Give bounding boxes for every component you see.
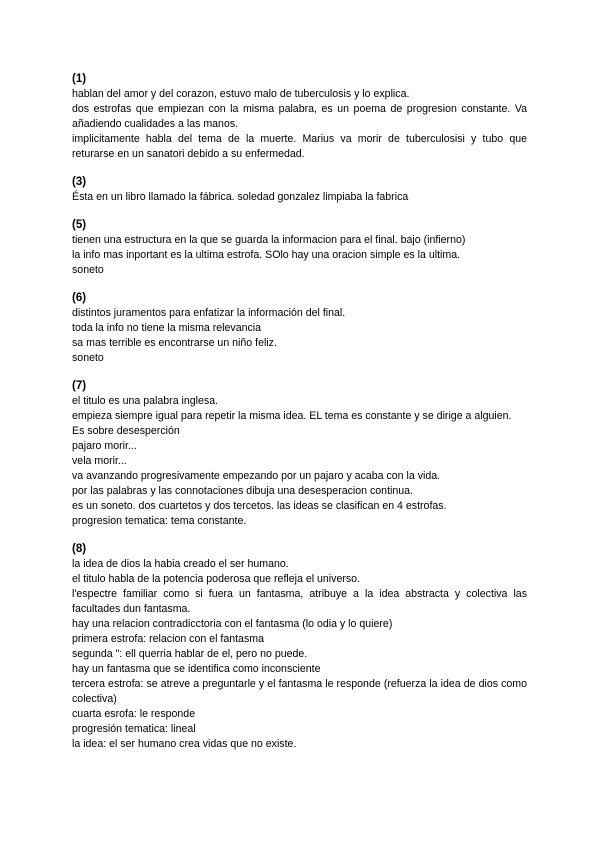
note-line: implicitamente habla del tema de la muerte. Marius va morir de tuberculosisi y tubo que returarse en un sanatori debido a su enfermedad. xyxy=(72,133,527,160)
note-line: es un soneto. dos cuartetos y dos tercetos. las ideas se clasifican en 4 estrofas. xyxy=(72,500,447,512)
note-line: la idea de dios la habia creado el ser humano. xyxy=(72,558,289,570)
note-line: cuarta esrofa: le responde xyxy=(72,708,196,720)
note-section xyxy=(72,72,527,162)
note-line: segunda ": ell querria hablar de el, pero no puede. xyxy=(72,648,308,660)
note-line: soneto xyxy=(72,352,104,364)
note-line: el titulo habla de la potencia poderosa que refleja el universo. xyxy=(72,573,360,585)
note-section xyxy=(72,218,527,278)
note-line: el titulo es una palabra inglesa. xyxy=(72,395,219,407)
note-line: distintos juramentos para enfatizar la información del final. xyxy=(72,307,346,319)
note-line: Ésta en un libro llamado la fábrica. soledad gonzalez limpiaba la fabrica xyxy=(72,191,409,203)
note-line: la info mas inportant es la ultima estrofa. SOlo hay una oracion simple es la ultima. xyxy=(72,249,461,261)
section-heading: (8) xyxy=(72,543,87,555)
note-line: dos estrofas que empiezan con la misma palabra, es un poema de progresion constante. Va añadiendo cualidades a las manos. xyxy=(72,103,527,130)
note-section xyxy=(72,542,527,752)
note-line: hay una relacion contradicctoria con el fantasma (lo odia y lo quiere) xyxy=(72,618,393,630)
note-section xyxy=(72,379,527,529)
note-section xyxy=(72,291,527,366)
section-heading: (5) xyxy=(72,219,87,231)
note-line: vela morir... xyxy=(72,455,127,467)
note-line: l'espectre familiar como si fuera un fantasma, atribuye a la idea abstracta y colectiva las facultades dun fantasma. xyxy=(72,588,527,615)
note-line: empieza siempre igual para repetir la misma idea. EL tema es constante y se dirige a alguien. xyxy=(72,410,512,422)
note-line: por las palabras y las connotaciones dibuja una desesperacion continua. xyxy=(72,485,413,497)
section-heading: (3) xyxy=(72,176,87,188)
note-line: progresion tematica: tema constante. xyxy=(72,515,247,527)
note-line: hay un fantasma que se identifica como inconsciente xyxy=(72,663,321,675)
section-heading: (7) xyxy=(72,380,87,392)
note-line: toda la info no tiene la misma relevancia xyxy=(72,322,262,334)
note-line: va avanzando progresivamente empezando por un pajaro y acaba con la vida. xyxy=(72,470,441,482)
note-line: tienen una estructura en la que se guarda la informacion para el final. bajo (infierno) xyxy=(72,234,466,246)
section-heading: (1) xyxy=(72,73,87,85)
note-line: Es sobre desesperción xyxy=(72,425,180,437)
note-line: hablan del amor y del corazon, estuvo malo de tuberculosis y lo explica. xyxy=(72,88,410,100)
note-line: primera estrofa: relacion con el fantasma xyxy=(72,633,264,645)
note-line: sa mas terrible es encontrarse un niño feliz. xyxy=(72,337,277,349)
note-line: pajaro morir... xyxy=(72,440,137,452)
note-line: progresión tematica: lineal xyxy=(72,723,196,735)
document-page xyxy=(72,72,527,765)
note-line: soneto xyxy=(72,264,104,276)
note-section xyxy=(72,175,527,205)
note-line: tercera estrofa: se atreve a preguntarle y el fantasma le responde (refuerza la idea de dios como colectiva) xyxy=(72,678,527,705)
section-heading: (6) xyxy=(72,292,87,304)
note-line: la idea: el ser humano crea vidas que no existe. xyxy=(72,738,297,750)
